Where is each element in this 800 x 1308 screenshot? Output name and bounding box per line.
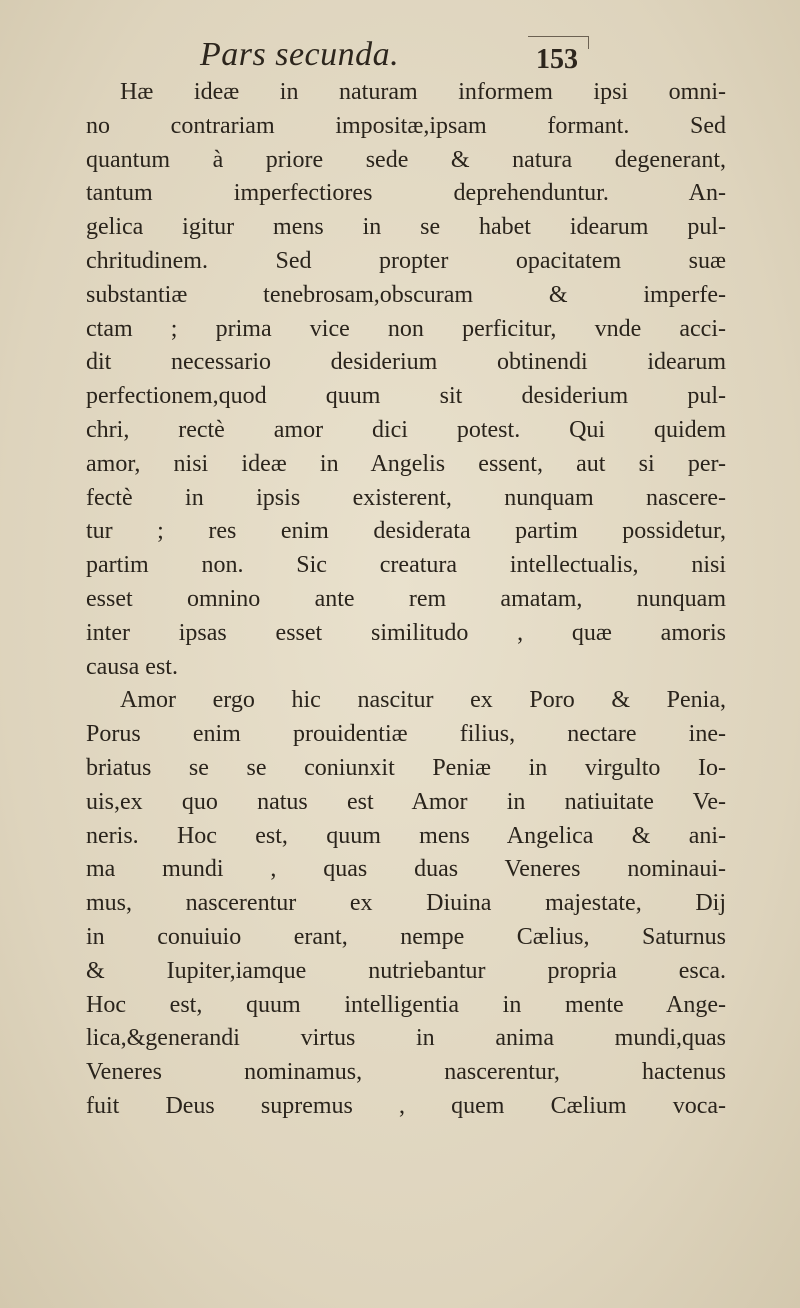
text-line: inter ipsas esset similitudo , quæ amoris <box>86 619 726 646</box>
page-number: 153 <box>536 44 578 75</box>
text-line: esset omnino ante rem amatam, nunquam <box>86 585 726 612</box>
text-line: partim non. Sic creatura intellectualis, nisi <box>86 552 726 579</box>
text-line: no contrariam impositæ,ipsam formant. Sed <box>86 112 726 139</box>
text-line: Veneres nominamus, nascerentur, hactenus <box>86 1059 726 1086</box>
text-line: perfectionem,quod quum sit desiderium pul- <box>86 383 726 410</box>
text-line: tur ; res enim desiderata partim possidetur, <box>86 518 726 545</box>
text-line: causa est. <box>86 653 178 680</box>
text-line: fectè in ipsis existerent, nunquam nascere- <box>86 484 726 511</box>
text-line: ma mundi , quas duas Veneres nominaui- <box>86 856 726 883</box>
text-line: & Iupiter,iamque nutriebantur propria esca. <box>86 957 726 984</box>
text-line: neris. Hoc est, quum mens Angelica & ani- <box>86 822 726 849</box>
text-line: quantum à priore sede & natura degenerant, <box>86 146 726 173</box>
text-line: Hoc est, quum intelligentia in mente Ange- <box>86 991 726 1018</box>
text-line: tantum imperfectiores deprehenduntur. An- <box>86 180 726 207</box>
text-line: dit necessario desiderium obtinendi idearum <box>86 349 726 376</box>
text-line: mus, nascerentur ex Diuina majestate, Dij <box>86 890 726 917</box>
text-line: lica,&generandi virtus in anima mundi,quas <box>86 1025 726 1052</box>
text-line: Amor ergo hic nascitur ex Poro & Penia, <box>120 687 726 714</box>
text-line: substantiæ tenebrosam,obscuram & imperfe- <box>86 281 726 308</box>
paragraph <box>86 76 726 684</box>
text-line: fuit Deus supremus , quem Cælium voca- <box>86 1092 726 1119</box>
text-line: in conuiuio erant, nempe Cælius, Saturnus <box>86 923 726 950</box>
text-line: chritudinem. Sed propter opacitatem suæ <box>86 247 726 274</box>
body-text <box>86 76 726 1124</box>
text-line: ctam ; prima vice non perficitur, vnde acci- <box>86 315 726 342</box>
text-line: amor, nisi ideæ in Angelis essent, aut si per- <box>86 450 726 477</box>
text-line: gelica igitur mens in se habet idearum pul- <box>86 214 726 241</box>
page-header <box>0 36 800 76</box>
text-line: Porus enim prouidentiæ filius, nectare ine- <box>86 721 726 748</box>
text-line: uis,ex quo natus est Amor in natiuitate Ve- <box>86 788 726 815</box>
text-line: chri, rectè amor dici potest. Qui quidem <box>86 416 726 443</box>
text-line: briatus se se coniunxit Peniæ in virgulto Io- <box>86 754 726 781</box>
paragraph <box>86 684 726 1123</box>
text-line: Hæ ideæ in naturam informem ipsi omni- <box>120 79 726 105</box>
running-head: Pars secunda. <box>200 36 400 73</box>
